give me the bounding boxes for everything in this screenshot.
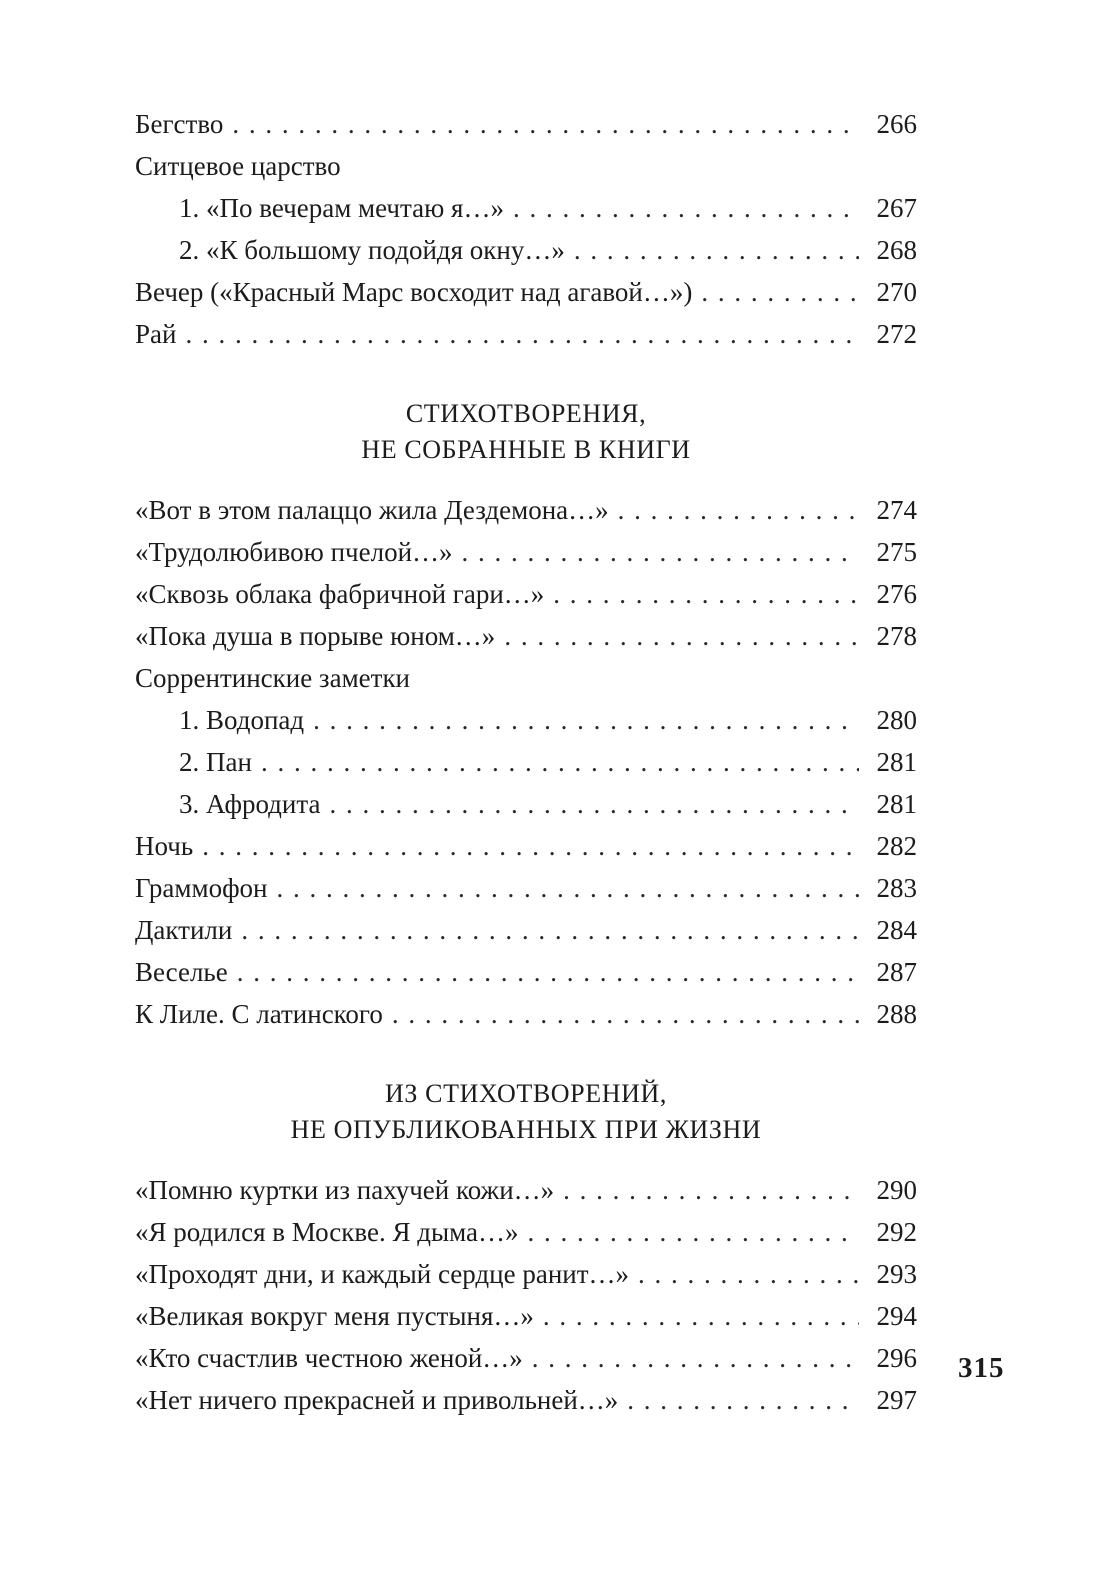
toc-entry-title: «Помню куртки из пахучей кожи…» <box>135 1175 555 1205</box>
dot-leader <box>563 1169 859 1211</box>
section-heading-line: НЕ ОПУБЛИКОВАННЫХ ПРИ ЖИЗНИ <box>290 1115 762 1144</box>
toc-entry-title: Граммофон <box>135 873 268 903</box>
toc-row <box>135 909 917 951</box>
toc-row <box>135 1169 917 1211</box>
dot-leader <box>528 1211 860 1253</box>
toc-row <box>135 1337 917 1379</box>
toc-entry-title: Рай <box>135 319 177 349</box>
dot-leader <box>202 825 859 867</box>
toc-entry-page: 266 <box>876 109 917 139</box>
toc-entry-page: 278 <box>876 621 917 651</box>
section-heading-line: ИЗ СТИХОТВОРЕНИЙ, <box>385 1079 667 1108</box>
toc-row <box>135 573 917 615</box>
toc-entry-title: «Я родился в Москве. Я дыма…» <box>135 1217 519 1247</box>
dot-leader <box>462 531 859 573</box>
toc-row <box>135 489 917 531</box>
toc-entry-title: Вечер («Красный Марс восходит над агавой…») <box>135 277 693 307</box>
toc-entry-title: 1. «По вечерам мечтаю я…» <box>179 193 504 223</box>
toc-row <box>135 103 917 145</box>
section-heading-line: СТИХОТВОРЕНИЯ, <box>405 399 647 428</box>
toc-entry-title: Ночь <box>135 831 194 861</box>
toc-row <box>135 993 917 1035</box>
toc-entry-page: 275 <box>876 537 917 567</box>
toc-entry-title: «Пока душа в порыве юном…» <box>135 621 496 651</box>
toc-entry-page: 272 <box>876 319 917 349</box>
dot-leader <box>313 699 859 741</box>
toc-row <box>135 313 917 355</box>
dot-leader <box>185 313 859 355</box>
toc-entry-page: 296 <box>876 1343 917 1373</box>
toc-entry-page: 293 <box>876 1259 917 1289</box>
toc-entry-page: 288 <box>876 999 917 1029</box>
dot-leader <box>392 993 859 1035</box>
toc-row <box>135 229 917 271</box>
toc-entry-title: Веселье <box>135 957 228 987</box>
toc-entry-page: 281 <box>876 789 917 819</box>
dot-leader <box>261 741 859 783</box>
section-heading-line: НЕ СОБРАННЫЕ В КНИГИ <box>361 435 691 464</box>
toc-entry-page: 280 <box>876 705 917 735</box>
dot-leader <box>701 271 859 313</box>
toc-row <box>135 271 917 313</box>
dot-leader <box>277 867 859 909</box>
toc-row <box>135 867 917 909</box>
toc-entry-title: Бегство <box>135 109 224 139</box>
toc-entry-title: К Лиле. С латинского <box>135 999 383 1029</box>
section-heading <box>135 396 917 468</box>
toc-row <box>135 145 917 187</box>
toc-entry-page: 297 <box>876 1385 917 1415</box>
toc-entry-title: «Великая вокруг меня пустыня…» <box>135 1301 534 1331</box>
toc-row <box>135 1295 917 1337</box>
dot-leader <box>618 489 859 531</box>
toc-entry-page: 270 <box>876 277 917 307</box>
toc-row <box>135 741 917 783</box>
toc-row <box>135 531 917 573</box>
dot-leader <box>543 1295 859 1337</box>
toc-entry-page: 274 <box>876 495 917 525</box>
toc-entry-title: 2. «К большому подойдя окну…» <box>179 235 565 265</box>
toc-entry-page: 283 <box>876 873 917 903</box>
toc-entry-title: «Вот в этом палаццо жила Дездемона…» <box>135 495 609 525</box>
toc-entry-page: 287 <box>876 957 917 987</box>
toc-entry-title: Дактили <box>135 915 233 945</box>
toc-entry-title: «Сквозь облака фабричной гари…» <box>135 579 545 609</box>
toc-entry-page: 268 <box>876 235 917 265</box>
dot-leader <box>513 187 859 229</box>
toc-entry-page: 282 <box>876 831 917 861</box>
section-heading <box>135 1076 917 1148</box>
dot-leader <box>638 1253 859 1295</box>
toc-entry-page: 292 <box>876 1217 917 1247</box>
toc-entry-title: «Трудолюбивою пчелой…» <box>135 537 453 567</box>
dot-leader <box>532 1337 859 1379</box>
toc-entry-page: 276 <box>876 579 917 609</box>
toc-entry-page: 294 <box>876 1301 917 1331</box>
toc-row <box>135 657 917 699</box>
toc-row <box>135 187 917 229</box>
toc-row <box>135 1253 917 1295</box>
toc-entry-page: 284 <box>876 915 917 945</box>
dot-leader <box>553 573 859 615</box>
toc-entry-title: Ситцевое царство <box>135 151 341 181</box>
toc-row <box>135 825 917 867</box>
dot-leader <box>574 229 859 271</box>
toc-entry-title: «Кто счастлив честною женой…» <box>135 1343 523 1373</box>
toc-entry-page: 267 <box>876 193 917 223</box>
dot-leader <box>232 103 859 145</box>
toc-row <box>135 1211 917 1253</box>
toc-entry-title: 2. Пан <box>179 747 252 777</box>
toc-row <box>135 615 917 657</box>
dot-leader <box>627 1379 859 1421</box>
dot-leader <box>241 909 859 951</box>
page-number: 315 <box>958 1352 1005 1384</box>
toc-entry-page: 281 <box>876 747 917 777</box>
dot-leader <box>237 951 859 993</box>
toc-entry-page: 290 <box>876 1175 917 1205</box>
toc-entry-title: «Нет ничего прекрасней и привольней…» <box>135 1385 619 1415</box>
toc-row <box>135 1379 917 1421</box>
toc-entry-title: 3. Афродита <box>179 789 321 819</box>
toc-row <box>135 951 917 993</box>
table-of-contents <box>135 103 917 1421</box>
dot-leader <box>504 615 859 657</box>
dot-leader <box>330 783 860 825</box>
toc-entry-title: Соррентинские заметки <box>135 663 411 693</box>
toc-row <box>135 783 917 825</box>
toc-row <box>135 699 917 741</box>
toc-entry-title: «Проходят дни, и каждый сердце ранит…» <box>135 1259 630 1289</box>
toc-entry-title: 1. Водопад <box>179 705 305 735</box>
